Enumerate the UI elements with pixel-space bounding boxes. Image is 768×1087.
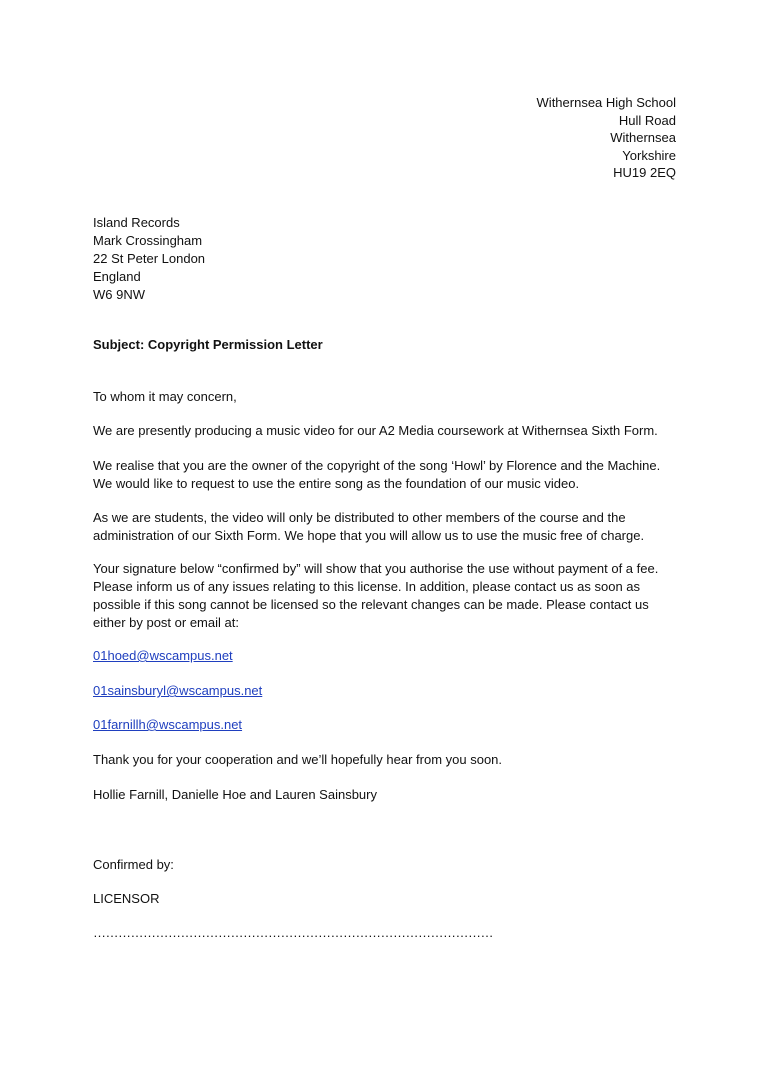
- sender-road: Hull Road: [618, 112, 676, 128]
- paragraph-intro-line: We are presently producing a music video for our A2 Media coursework at Withernsea Sixth Form.: [93, 423, 658, 438]
- sender-town: Withernsea: [610, 130, 676, 145]
- licensor-label: LICENSOR: [93, 891, 160, 906]
- paragraph-copyright: [93, 457, 660, 493]
- recipient-street: 22 St Peter London: [93, 251, 206, 266]
- sender-county: Yorkshire: [622, 147, 676, 163]
- paragraph-students-line: As we are students, the video will only be distributed to other members of the course and the: [93, 510, 626, 525]
- paragraph-signature-request: [93, 560, 658, 632]
- sender-postcode: HU19 2EQ: [613, 165, 676, 180]
- paragraph-copyright-line: We would like to request to use the entire song as the foundation of our music video.: [93, 476, 580, 491]
- signatories: Hollie Farnill, Danielle Hoe and Lauren Sainsbury: [93, 787, 377, 802]
- email-farnill-row: [93, 716, 242, 734]
- paragraph-copyright-line: We realise that you are the owner of the copyright of the song ‘Howl’ by Florence and the Machine.: [93, 458, 661, 473]
- paragraph-students-line: administration of our Sixth Form. We hope that you will allow us to use the music free of charge.: [93, 528, 645, 543]
- signature-line: ……………………………………………………………………………………: [93, 925, 493, 940]
- recipient-company: Island Records: [93, 215, 180, 230]
- closing-line: Thank you for your cooperation and we’ll hopefully hear from you soon.: [93, 752, 503, 767]
- paragraph-students: [93, 509, 644, 545]
- email-link-farnill[interactable]: 01farnillh@wscampus.net: [93, 717, 243, 732]
- recipient-postcode: W6 9NW: [93, 287, 145, 302]
- subject-line: Subject: Copyright Permission Letter: [93, 337, 323, 352]
- paragraph-signature-line: either by post or email at:: [93, 615, 239, 630]
- recipient-country: England: [93, 269, 141, 284]
- recipient-name: Mark Crossingham: [93, 233, 203, 248]
- paragraph-intro: [93, 422, 658, 440]
- salutation: To whom it may concern,: [93, 389, 237, 404]
- paragraph-signature-line: possible if this song cannot be licensed so the relevant changes can be made. Please contact us: [93, 597, 649, 612]
- paragraph-signature-line: Please inform us of any issues relating to this license. In addition, please contact us as soon as: [93, 579, 641, 594]
- sender-address: [537, 94, 676, 182]
- confirmed-by-label: Confirmed by:: [93, 857, 174, 872]
- email-link-hoe[interactable]: 01hoed@wscampus.net: [93, 648, 233, 663]
- recipient-address: [93, 214, 205, 304]
- email-link-sainsbury[interactable]: 01sainsburyl@wscampus.net: [93, 683, 263, 698]
- sender-school: Withernsea High School: [536, 95, 676, 110]
- paragraph-signature-line: Your signature below “confirmed by” will show that you authorise the use without payment of a fee.: [93, 561, 659, 576]
- email-sainsbury-row: [93, 682, 262, 700]
- email-hoe-row: [93, 647, 233, 665]
